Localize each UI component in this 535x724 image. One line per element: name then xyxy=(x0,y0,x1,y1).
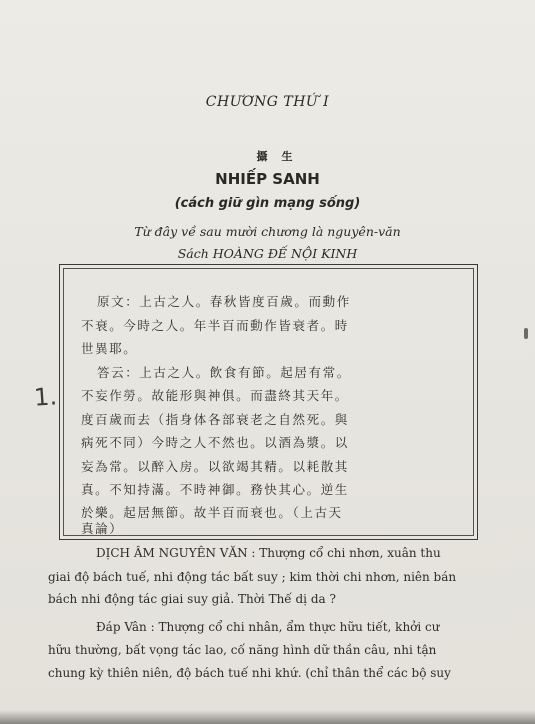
body-line: DỊCH ÂM NGUYÊN VĂN : Thượng cổ chi nhơn, xuân thu xyxy=(96,546,441,560)
section-title: NHIẾP SANH xyxy=(215,170,320,188)
chinese-text-line: 病死不同）今時之人不然也。以酒為漿。以 xyxy=(81,435,349,450)
chinese-text-line: 世異耶。 xyxy=(81,341,138,356)
margin-mark xyxy=(524,328,528,339)
chinese-text-line: 度百歲而去（指身体各部衰老之自然死。與 xyxy=(81,412,349,427)
body-line: giai độ bách tuế, nhi động tác bất suy ; kim thời chi nhơn, niên bán xyxy=(48,570,457,584)
chapter-heading: CHƯƠNG THỨ I xyxy=(205,94,330,110)
body-line: bách nhi động tác giai suy giả. Thời Thế dị da ? xyxy=(48,592,336,606)
chinese-text-line: 原文：上古之人。春秋皆度百歲。而動作 xyxy=(97,294,351,309)
chinese-text-line: 不衰。今時之人。年半百而動作皆衰者。時 xyxy=(81,318,349,333)
chinese-text-line: 妄為常。以醉入房。以欲竭其精。以耗散其 xyxy=(81,459,349,474)
body-line: hữu thường, bất vọng tác lao, cố năng hình dữ thần câu, nhi tận xyxy=(48,643,437,657)
section-subtitle: (cách giữ gìn mạng sống) xyxy=(174,196,361,211)
handwritten-margin-number: 1. xyxy=(33,382,58,412)
chinese-text-line: 答云：上古之人。飲食有節。起居有常。 xyxy=(97,365,351,380)
chinese-text-line: 真論） xyxy=(81,521,124,536)
intro-line: Từ đây về sau mười chương là nguyên-văn xyxy=(134,224,401,239)
page-edge-shadow xyxy=(0,710,535,724)
body-line: chung kỳ thiên niên, độ bách tuế nhi khứ. (chỉ thân thể các bộ suy xyxy=(48,666,451,680)
chinese-text-line: 於樂。起居無節。故半百而衰也。（上古天 xyxy=(81,505,343,520)
body-line: Đáp Vân : Thượng cổ chi nhân, ẩm thực hữu tiết, khởi cư xyxy=(96,620,440,634)
chinese-text-line: 不妄作勞。故能形與神俱。而盡終其天年。 xyxy=(81,388,349,403)
chinese-text-line: 真。不知持滿。不時神御。務快其心。逆生 xyxy=(81,482,349,497)
chinese-title: 攝生 xyxy=(256,150,307,163)
intro-line: Sách HOÀNG ĐẾ NỘI KINH xyxy=(177,246,358,261)
